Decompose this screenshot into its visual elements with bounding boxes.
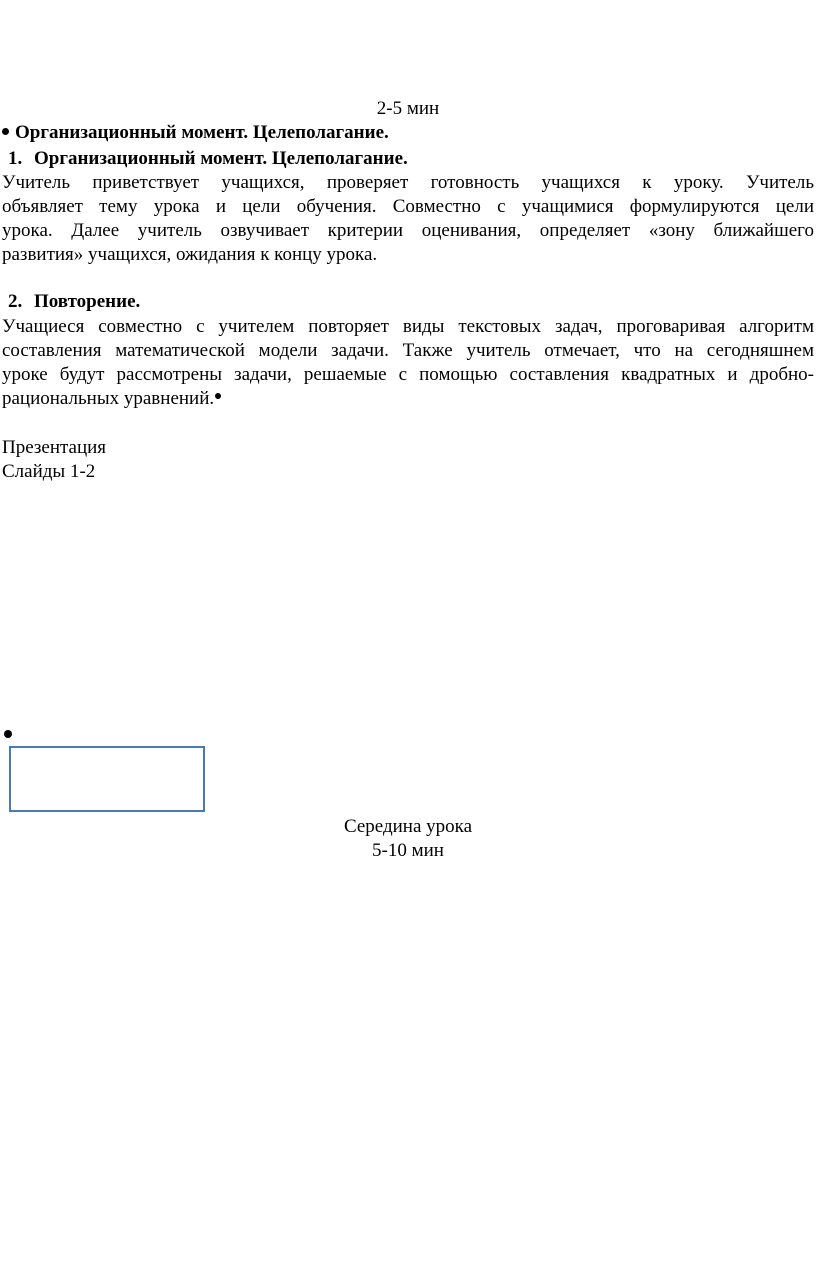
section-1-line: объявляет тему урока и цели обучения. Совместно с учащимися формулируются цели bbox=[2, 196, 814, 217]
middle-title: Середина урока bbox=[343, 816, 473, 837]
bullet-icon bbox=[2, 128, 9, 135]
section-1-line: урока. Далее учитель озвучивает критерии оценивания, определяет «зону ближайшего bbox=[2, 220, 814, 241]
section-2-line: рациональных уравнений. bbox=[2, 388, 215, 409]
section-2-heading bbox=[2, 290, 140, 314]
bullet-icon bbox=[4, 730, 12, 738]
bullet-heading bbox=[2, 121, 389, 145]
section-1-line: развития» учащихся, ожидания к концу урока. bbox=[2, 244, 378, 265]
section-1-line: Учитель приветствует учащихся, проверяет готовность учащихся к уроку. Учитель bbox=[2, 172, 814, 193]
section-1-number: 1. bbox=[8, 148, 23, 169]
section-1-body bbox=[2, 171, 814, 267]
section-2-body bbox=[2, 315, 814, 411]
section-2-number: 2. bbox=[8, 291, 23, 312]
section-2-line: Учащиеся совместно с учителем повторяет виды текстовых задач, проговаривая алгоритм bbox=[2, 316, 814, 337]
section-2-line: составления математической модели задачи. Также учитель отмечает, что на сегодняшнем bbox=[2, 340, 814, 361]
section-2-line: уроке будут рассмотрены задачи, решаемые с помощью составления квадратных и дробно- bbox=[2, 364, 814, 385]
bullet-heading-text: Организационный момент. Целеполагание. bbox=[15, 122, 389, 143]
stage-time: 2-5 мин bbox=[376, 98, 440, 119]
resource-slides: Слайды 1-2 bbox=[2, 461, 96, 482]
section-1-title: Организационный момент. Целеполагание. bbox=[34, 148, 408, 169]
empty-frame bbox=[9, 746, 205, 812]
middle-time: 5-10 мин bbox=[372, 840, 444, 861]
section-1-heading bbox=[2, 147, 408, 171]
section-2-title: Повторение. bbox=[34, 291, 141, 312]
resource-label: Презентация bbox=[2, 437, 107, 458]
bullet-icon bbox=[215, 393, 221, 399]
section-2-last-line bbox=[2, 387, 814, 411]
